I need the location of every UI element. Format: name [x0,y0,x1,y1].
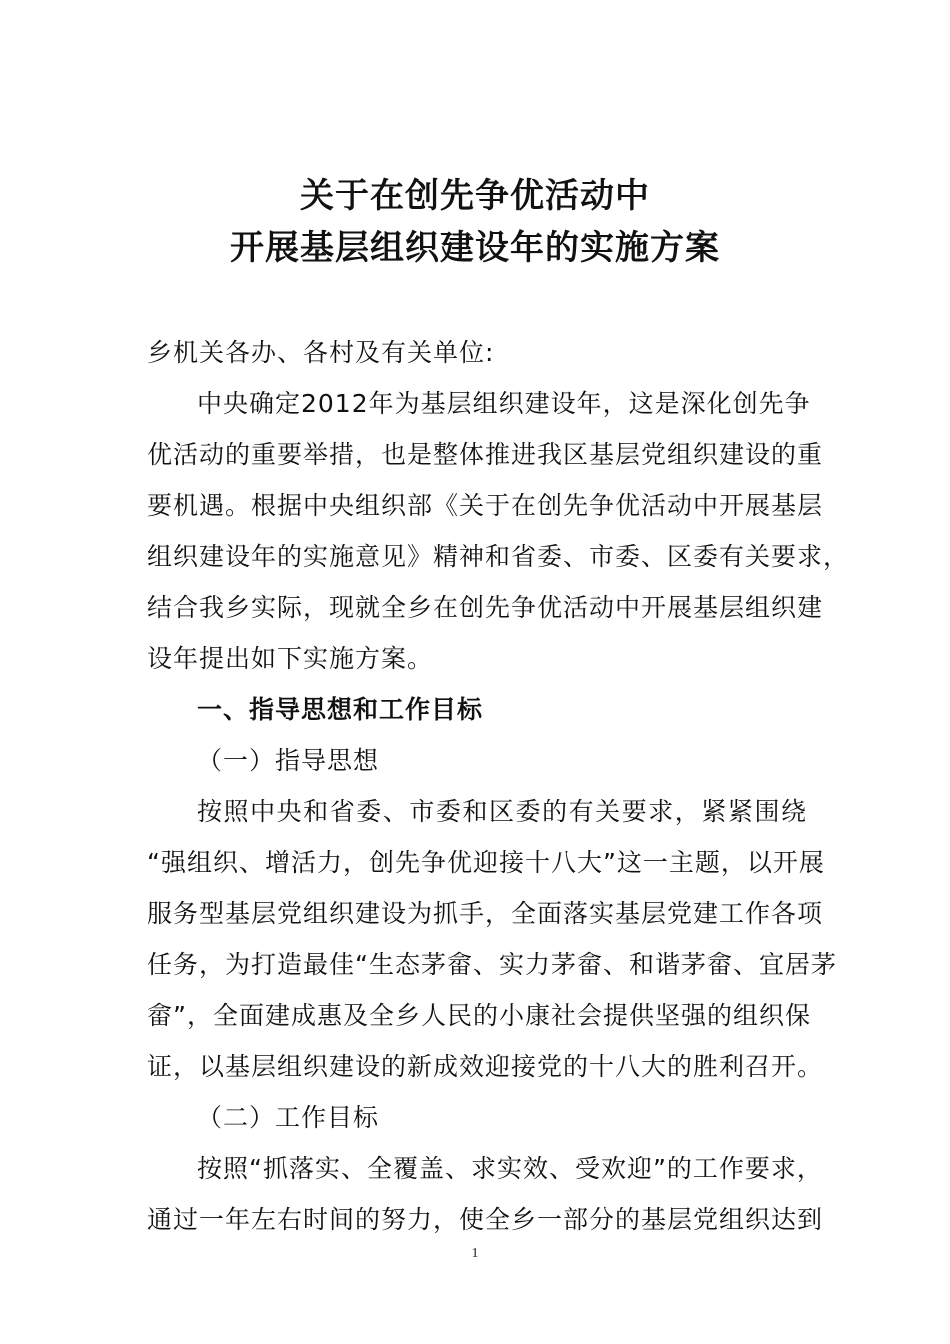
guiding-line-2: “强组织、增活力，创先争优迎接十八大”这一主题，以开展 [147,848,825,877]
document-title-line-1: 关于在创先争优活动中 [300,176,650,216]
intro-line-1: 中央确定2012年为基层组织建设年，这是深化创先争 [197,389,811,418]
intro-line-2: 优活动的重要举措，也是整体推进我区基层党组织建设的重 [147,440,824,469]
intro-line-3: 要机遇。根据中央组织部《关于在创先争优活动中开展基层 [147,491,824,520]
intro-line-5: 结合我乡实际，现就全乡在创先争优活动中开展基层组织建 [147,593,824,622]
guiding-line-3: 服务型基层党组织建设为抓手，全面落实基层党建工作各项 [147,899,824,928]
page-number: 1 [471,1246,479,1261]
goal-line-2: 通过一年左右时间的努力，使全乡一部分的基层党组织达到 [147,1205,824,1234]
guiding-line-5: 畲”，全面建成惠及全乡人民的小康社会提供坚强的组织保 [147,1001,811,1030]
document-title-line-2: 开展基层组织建设年的实施方案 [230,228,720,268]
guiding-line-6: 证，以基层组织建设的新成效迎接党的十八大的胜利召开。 [147,1052,824,1081]
intro-line-6: 设年提出如下实施方案。 [147,644,434,673]
section-heading: 一、指导思想和工作目标 [197,695,484,724]
guiding-line-4: 任务，为打造最佳“生态茅畲、实力茅畲、和谐茅畲、宜居茅 [147,950,837,979]
goal-line-1: 按照“抓落实、全覆盖、求实效、受欢迎”的工作要求， [197,1154,823,1183]
salutation: 乡机关各办、各村及有关单位: [147,338,495,367]
subsection-heading-2: （二）工作目标 [197,1103,380,1132]
intro-line-4: 组织建设年的实施意见》精神和省委、市委、区委有关要求， [147,542,850,571]
guiding-line-1: 按照中央和省委、市委和区委的有关要求，紧紧围绕 [197,797,807,826]
document-body [147,327,850,1245]
subsection-heading: （一）指导思想 [197,746,380,775]
